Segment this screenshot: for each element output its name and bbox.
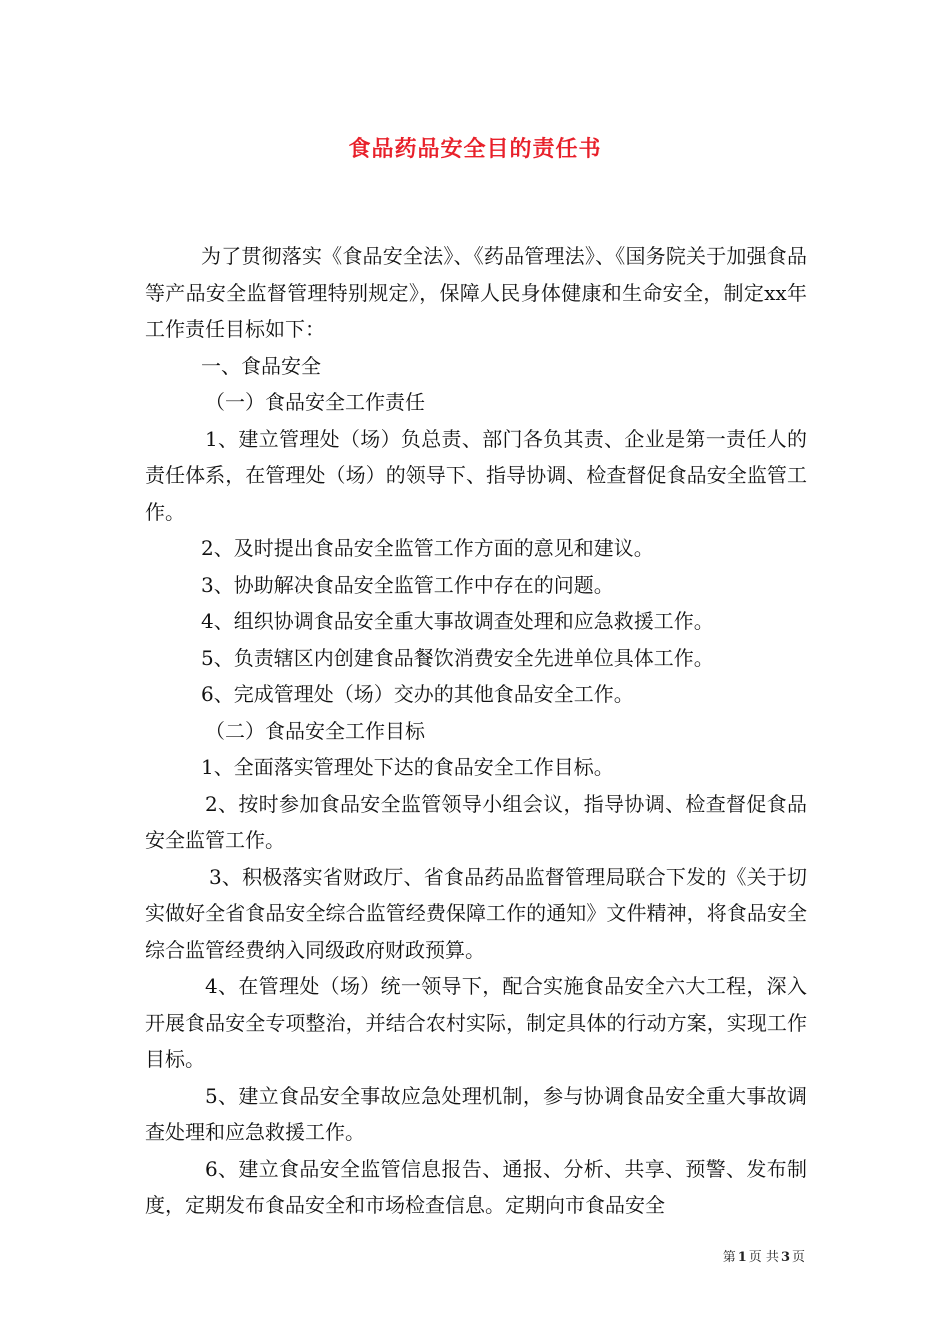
goal-item-6: 6、建立食品安全监管信息报告、通报、分析、共享、预警、发布制度，定期发布食品安全和市场检查信息。定期向市食品安全 — [145, 1156, 807, 1217]
footer-total-pages: 3 — [780, 1250, 790, 1265]
page-number-footer — [723, 1246, 805, 1265]
footer-suffix: 页 — [791, 1250, 805, 1265]
goal-item-1: 1、全面落实管理处下达的食品安全工作目标。 — [201, 755, 614, 779]
responsibility-item-3: 3、协助解决食品安全监管工作中存在的问题。 — [201, 572, 614, 597]
goal-item-5: 5、建立食品安全事故应急处理机制，参与协调食品安全重大事故调查处理和应急救援工作。 — [145, 1083, 807, 1144]
intro-paragraph: 为了贯彻落实《食品安全法》、《药品管理法》、《国务院关于加强食品等产品安全监督管理特别规定》，保障人民身体健康和生命安全，制定xx年工作责任目标如下： — [145, 244, 807, 341]
subsection-heading-goals: （二）食品安全工作目标 — [205, 718, 425, 743]
goal-item-3: 3、积极落实省财政厅、省食品药品监督管理局联合下发的《关于切实做好全省食品安全综合监管经费保障工作的通知》文件精神，将食品安全综合监管经费纳入同级政府财政预算。 — [145, 864, 807, 962]
footer-middle: 页 共 — [748, 1250, 779, 1265]
responsibility-item-1: 1、建立管理处（场）负总责、部门各负其责、企业是第一责任人的责任体系，在管理处（场）的领导下、指导协调、检查督促食品安全监管工作。 — [145, 426, 807, 524]
goal-item-2: 2、按时参加食品安全监管领导小组会议，指导协调、检查督促食品安全监管工作。 — [145, 791, 807, 852]
responsibility-item-2: 2、及时提出食品安全监管工作方面的意见和建议。 — [201, 536, 654, 560]
footer-prefix: 第 — [722, 1250, 736, 1265]
document-title: 食品药品安全目的责任书 — [348, 136, 602, 162]
subsection-heading-responsibility: （一）食品安全工作责任 — [205, 390, 425, 414]
document-body — [145, 238, 807, 1224]
responsibility-item-6: 6、完成管理处（场）交办的其他食品安全工作。 — [201, 682, 634, 706]
goal-item-4: 4、在管理处（场）统一领导下，配合实施食品安全六大工程，深入开展食品安全专项整治，并结合农村实际，制定具体的行动方案，实现工作目标。 — [145, 974, 807, 1071]
responsibility-item-5: 5、负责辖区内创建食品餐饮消费安全先进单位具体工作。 — [201, 645, 714, 670]
responsibility-item-4: 4、组织协调食品安全重大事故调查处理和应急救援工作。 — [201, 609, 714, 633]
section-heading-food-safety: 一、食品安全 — [201, 353, 321, 378]
footer-current-page: 1 — [737, 1250, 747, 1265]
